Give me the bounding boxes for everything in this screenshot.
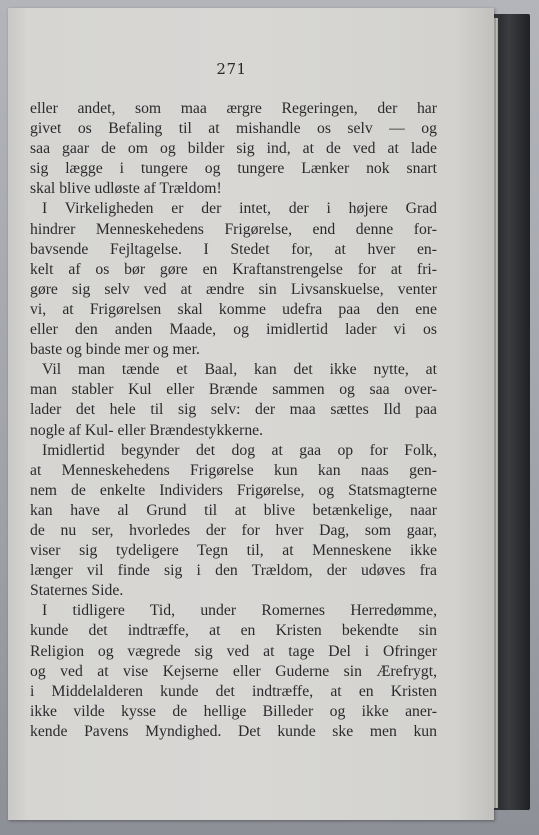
text-line: viser sig tydeligere Tegn til, at Menneskene ikke (30, 542, 437, 560)
book-page (8, 8, 494, 820)
text-line: baste og binde mer og mer. (30, 341, 200, 359)
text-line: skal blive udløste af Trældom! (30, 180, 222, 198)
text-line: hindrer Menneskehedens Frigørelse, end denne for- (30, 220, 437, 238)
text-line: og ved at vise Kejserne eller Guderne sin Ærefrygt, (30, 662, 437, 680)
text-line: kelt af os bør gøre en Kraftanstrengelse for at fri- (30, 260, 437, 278)
text-line: vi, at Frigørelsen skal komme udefra paa den ene (30, 300, 437, 318)
text-line: saa gaar de om og bilder sig ind, at de ved at lade (30, 140, 437, 158)
text-line: kende Pavens Myndighed. Det kunde ske men kun (30, 722, 437, 740)
text-line: nem de enkelte Individers Frigørelse, og Statsmagterne (30, 481, 437, 499)
text-line: givet os Befaling til at mishandle os selv — og (30, 120, 437, 138)
text-line: de nu ser, hvorledes der for hver Dag, som gaar, (30, 521, 437, 539)
text-line: I tidligere Tid, under Romernes Herredømme, (42, 602, 437, 620)
text-line: man stabler Kul eller Brænde sammen og saa over- (30, 381, 437, 399)
text-line: i Middelalderen kunde det indtræffe, at en Kristen (30, 682, 437, 700)
text-line: nogle af Kul- eller Brændestykkerne. (30, 421, 264, 439)
text-line: Vil man tænde et Baal, kan det ikke nytte, at (42, 361, 437, 379)
text-line: eller andet, som maa ærgre Regeringen, der har (30, 100, 437, 117)
text-line: I Virkeligheden er der intet, der i højere Grad (42, 200, 437, 218)
text-line: kan have al Grund til at blive betænkelige, naar (30, 501, 437, 519)
text-line: lader det hele til sig selv: der maa sættes Ild paa (30, 401, 437, 419)
text-line: bavsende Fejltagelse. I Stedet for, at hver en- (30, 240, 437, 258)
text-line: at Menneskehedens Frigørelse kun kan naas gen- (30, 461, 437, 479)
text-line: sig lægge i tungere og tungere Lænker nok snart (30, 160, 437, 178)
text-line: Imidlertid begynder det dog at gaa op for Folk, (42, 441, 437, 459)
page-number: 271 (216, 60, 247, 78)
text-line: længer vil finde sig i den Trældom, der udøves fra (30, 562, 437, 580)
page-text (30, 99, 437, 742)
text-line: eller den anden Maade, og imidlertid lader vi os (30, 321, 437, 339)
text-line: gøre sig selv ved at ændre sin Livsanskuelse, venter (30, 280, 437, 298)
text-line: Religion og vægrede sig ved at tage Del i Ofringer (30, 642, 437, 660)
text-line: Staternes Side. (30, 582, 124, 600)
text-line: ikke vilde kysse de hellige Billeder og ikke aner- (30, 702, 437, 720)
text-line: kunde det indtræffe, at en Kristen bekendte sin (30, 622, 437, 640)
